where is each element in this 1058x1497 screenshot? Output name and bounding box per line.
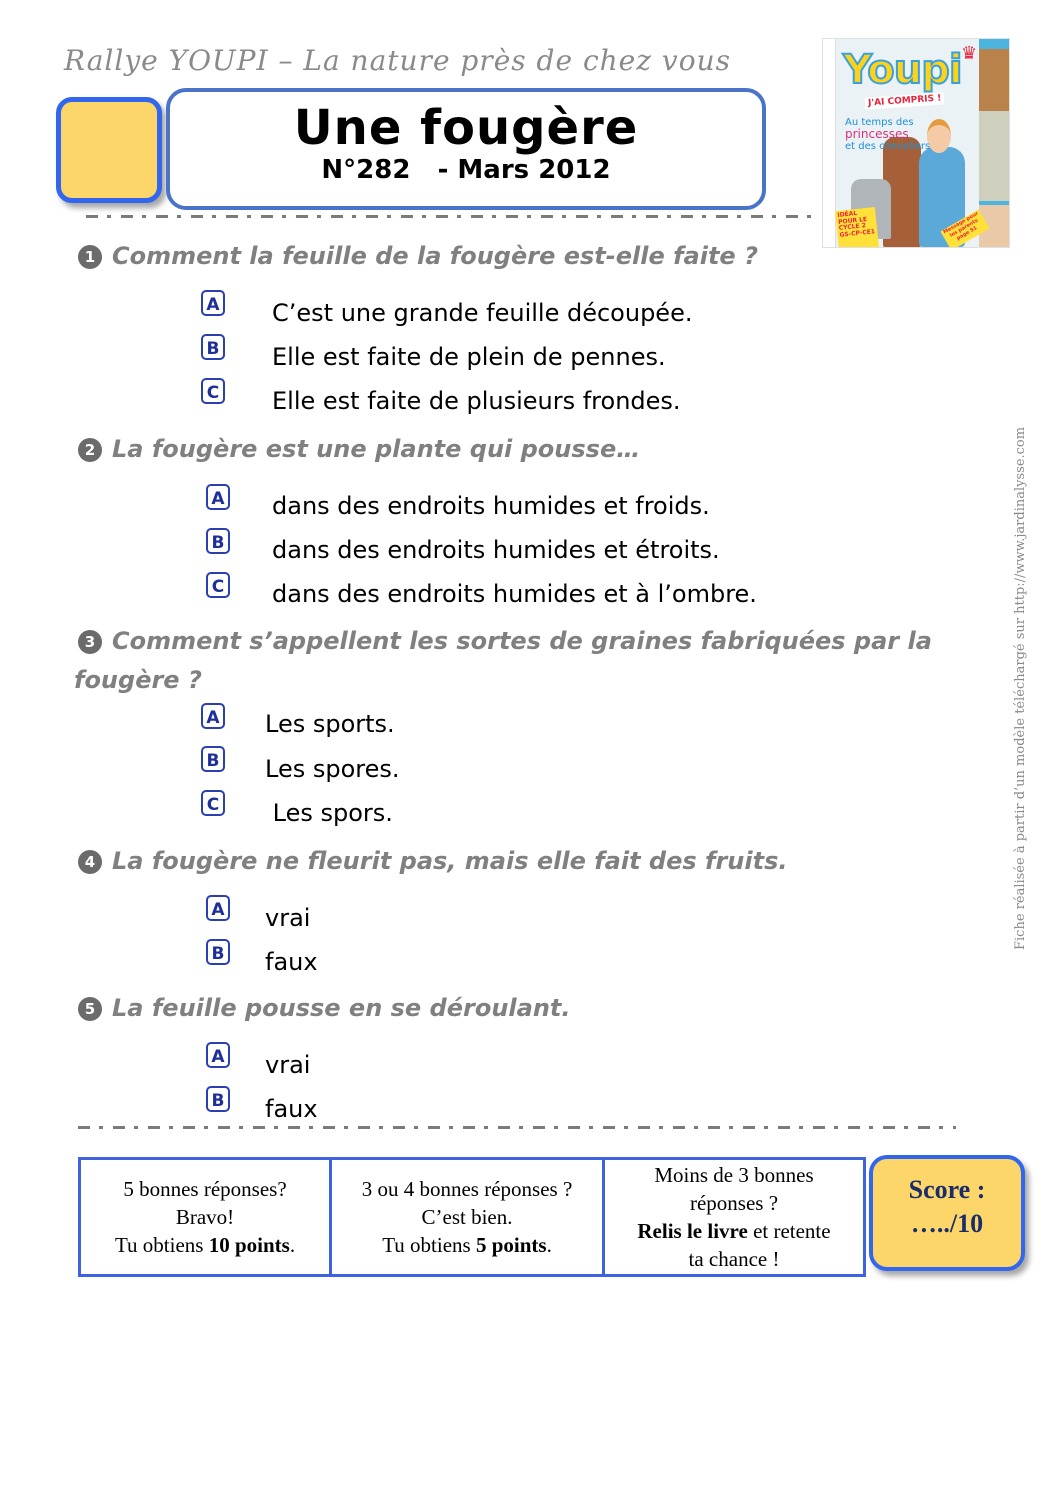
scoring-table (78, 1157, 866, 1277)
question-text: Comment s’appellent les sortes de graines fabriquées par la (112, 627, 932, 655)
answer-text: dans des endroits humides et froids. (272, 492, 710, 520)
answer-text: dans des endroits humides et étroits. (272, 536, 720, 564)
scoring-text: 3 ou 4 bonnes réponses ? (361, 1177, 573, 1201)
scoring-text: C’est bien. (421, 1205, 513, 1229)
scoring-text: Tu obtiens (114, 1233, 209, 1257)
divider-bottom (78, 1126, 956, 1129)
question-3 (78, 621, 932, 661)
scoring-text: Moins de 3 bonnes (654, 1163, 814, 1187)
question-4 (78, 841, 787, 881)
scoring-text: ta chance ! (688, 1247, 780, 1271)
answer-c-icon[interactable]: C (201, 378, 225, 404)
cover-subtitle-line3: et des chevaliers (845, 141, 931, 153)
points-value: 10 points (208, 1233, 290, 1257)
question-2 (78, 429, 640, 469)
page-title: Une fougère (293, 100, 639, 156)
cover-subtitle-line1: Au temps des (845, 117, 914, 128)
question-text: La feuille pousse en se déroulant. (112, 994, 571, 1022)
answer-text: vrai (265, 904, 311, 932)
question-number-4-icon: 4 (78, 850, 102, 874)
answer-text: faux (265, 948, 318, 976)
answer-text: C’est une grande feuille découpée. (272, 299, 693, 327)
scoring-emphasis: Relis le livre (637, 1219, 748, 1243)
question-number-3-icon: 3 (78, 630, 102, 654)
answer-text: Elle est faite de plein de pennes. (272, 343, 666, 371)
question-text: La fougère ne fleurit pas, mais elle fait des fruits. (112, 847, 788, 875)
answer-b-icon[interactable]: B (201, 334, 225, 360)
answer-b-icon[interactable]: B (206, 1086, 230, 1112)
decorative-yellow-box (56, 97, 162, 203)
question-text: fougère ? (74, 666, 202, 694)
score-box (869, 1155, 1025, 1271)
cover-spine (823, 39, 836, 247)
question-3-continued (74, 660, 202, 700)
answer-text: dans des endroits humides et à l’ombre. (272, 580, 757, 608)
princess-head (927, 119, 951, 153)
scoring-cell-high (80, 1159, 331, 1276)
scoring-text: . (546, 1233, 552, 1257)
answer-text: Elle est faite de plusieurs frondes. (272, 387, 681, 415)
cover-subtitle-line2: princesses (845, 127, 909, 141)
answer-b-icon[interactable]: B (206, 939, 230, 965)
question-number-1-icon: 1 (78, 245, 102, 269)
scoring-text: 5 bonnes réponses? (123, 1177, 287, 1201)
cover-subtitle (845, 117, 930, 152)
answer-a-icon[interactable]: A (201, 290, 225, 316)
cover-logo: Youpi (843, 47, 962, 93)
answer-text: faux (265, 1095, 318, 1123)
cover-message: Message pour les parents page 51 (940, 209, 989, 248)
question-number-5-icon: 5 (78, 997, 102, 1021)
scoring-text: et retente (747, 1219, 831, 1243)
scoring-text: réponses ? (689, 1191, 779, 1215)
credit-text: Fiche réalisée à partir d’un modèle téléchargé sur http://www.jardinalysse.com (1013, 426, 1028, 950)
cover-badge: IDÉAL POUR LE CYCLE 2 GS-CP-CE1 (835, 207, 879, 248)
answer-a-icon[interactable]: A (206, 895, 230, 921)
answer-text: Les sports. (265, 710, 395, 738)
magazine-cover-image (822, 38, 1010, 248)
question-number-2-icon: 2 (78, 438, 102, 462)
answer-text: vrai (265, 1051, 311, 1079)
answer-b-icon[interactable]: B (201, 746, 225, 772)
crown-icon: ♛ (961, 43, 978, 64)
answer-a-icon[interactable]: A (206, 484, 230, 510)
answer-c-icon[interactable]: C (206, 572, 230, 598)
scoring-text: Bravo! (175, 1205, 235, 1229)
score-value[interactable]: …../10 (910, 1209, 984, 1238)
scoring-text: Tu obtiens (382, 1233, 476, 1257)
answer-c-icon[interactable]: C (201, 790, 225, 816)
divider-top (86, 215, 812, 218)
question-5 (78, 988, 571, 1028)
score-label: Score : (908, 1175, 986, 1204)
title-frame (166, 88, 766, 210)
series-title: Rallye YOUPI – La nature près de chez vous (64, 44, 731, 77)
castle-picture (979, 111, 1009, 201)
deer-picture (979, 49, 1009, 111)
scoring-cell-medium (331, 1159, 604, 1276)
cover-tagline: J'AI COMPRIS ! (865, 92, 945, 110)
question-1 (78, 236, 758, 276)
question-text: La fougère est une plante qui pousse… (112, 435, 641, 463)
answer-text: Les spors. (265, 799, 393, 827)
answer-b-icon[interactable]: B (206, 528, 230, 554)
scoring-cell-low (604, 1159, 865, 1276)
points-value: 5 points (475, 1233, 547, 1257)
answer-a-icon[interactable]: A (201, 703, 225, 729)
scoring-text: . (289, 1233, 296, 1257)
question-text: Comment la feuille de la fougère est-elle faite ? (112, 242, 758, 270)
answer-a-icon[interactable]: A (206, 1042, 230, 1068)
answer-text: Les spores. (265, 755, 400, 783)
issue-info: N°282 - Mars 2012 (321, 154, 611, 185)
